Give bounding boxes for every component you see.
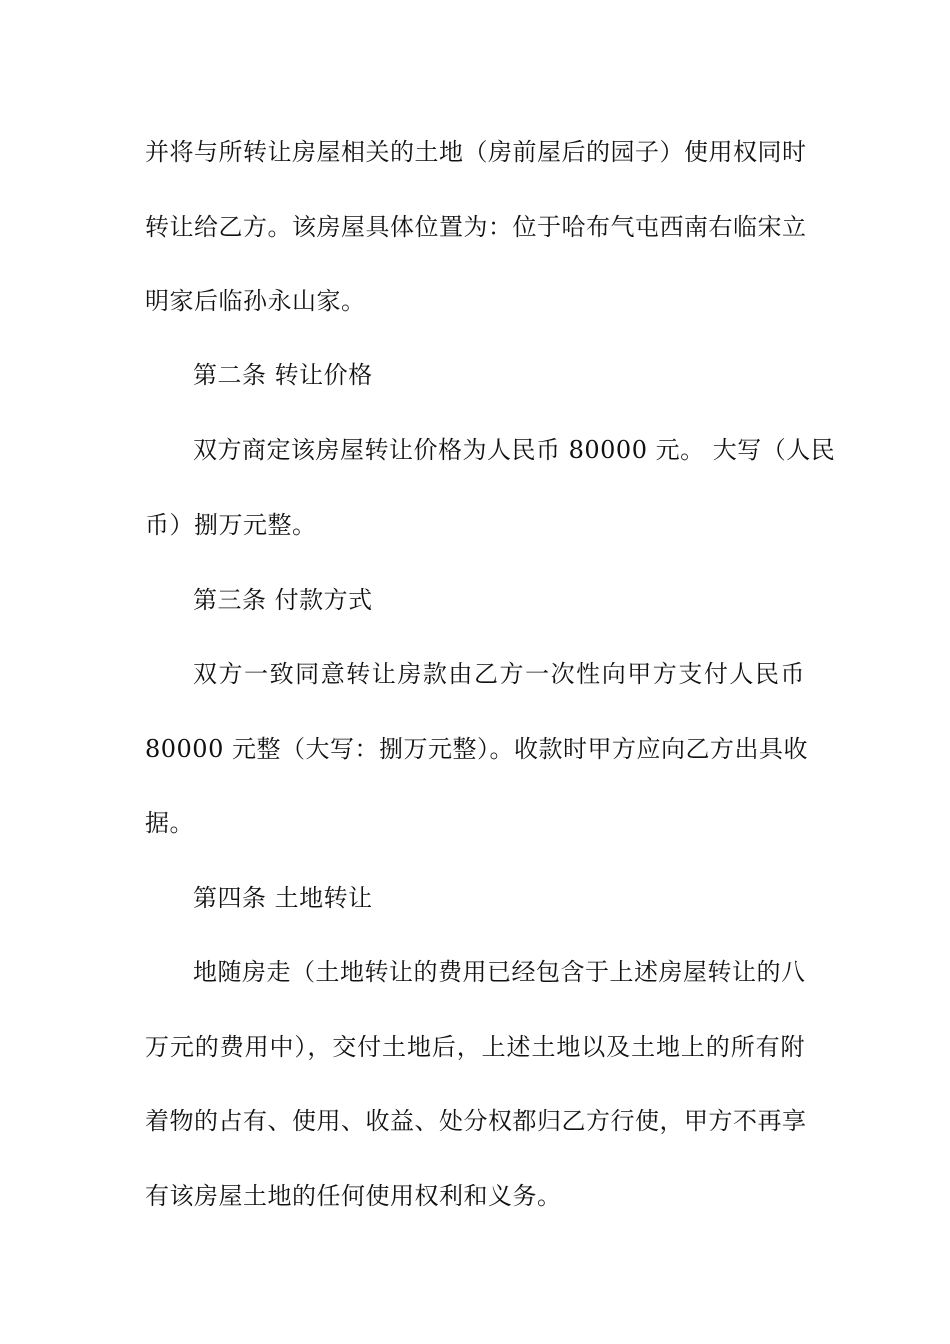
body-text-line: 80000 元整（大写：捌万元整）。收款时甲方应向乙方出具收 [145,735,808,763]
section-heading: 第三条 付款方式 [193,586,373,614]
body-text-line: 双方一致同意转让房款由乙方一次性向甲方支付人民币 [193,660,805,688]
section-heading: 第二条 转让价格 [193,361,373,389]
body-text-line: 万元的费用中），交付土地后，上述土地以及土地上的所有附 [145,1033,805,1061]
body-text-line: 有该房屋土地的任何使用权利和义务。 [145,1182,562,1210]
body-text-line: 明家后临孙永山家。 [145,287,366,315]
body-text-line: 地随房走（土地转让的费用已经包含于上述房屋转让的八 [193,958,806,986]
section-heading: 第四条 土地转让 [193,884,373,912]
body-text-line: 转让给乙方。该房屋具体位置为：位于哈布气屯西南右临宋立 [145,213,807,241]
body-text-line: 据。 [145,809,194,837]
body-text-line: 双方商定该房屋转让价格为人民币 80000 元。 大写（人民 [193,436,836,464]
body-text-line: 并将与所转让房屋相关的土地（房前屋后的园子）使用权同时 [145,138,807,166]
body-text-line: 着物的占有、使用、收益、处分权都归乙方行使，甲方不再享 [145,1107,807,1135]
body-text-line: 币）捌万元整。 [145,511,317,539]
